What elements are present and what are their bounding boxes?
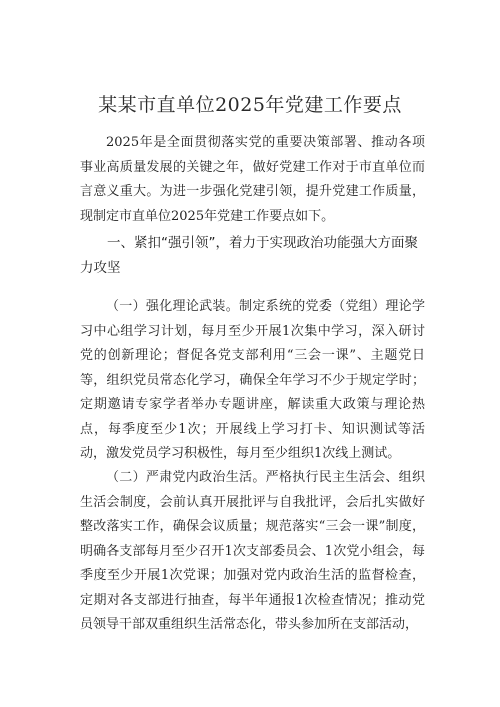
section-heading-1: 一、紧扣“强引领”，着力于实现政治功能强大方面聚力攻坚	[80, 235, 418, 276]
intro-paragraph: 2025年是全面贯彻落实党的重要决策部署、推动各项事业高质量发展的关键之年，做好党建工作对于市直单位而言意义重大。为进一步强化党建引领，提升党建工作质量，现制定市直单位2025年党建工作要点如下。	[80, 135, 425, 224]
document-title: 某某市直单位2025年党建工作要点	[98, 94, 402, 116]
section-2-paragraph: （二）严肃党内政治生活。严格执行民主生活会、组织生活会制度，会前认真开展批评与自我批评，会后扎实做好整改落实工作，确保会议质量；规范落实“三会一课”制度，明确各支部每月至少召开1次支部委员会、1次党小组会，每季度至少开展1次党课；加强对党内政治生活的监督检查，定期对各支部进行抽查，每半年通报1次检查情况；推动党员领导干部双重组织生活常态化，带头参加所在支部活动，	[80, 470, 425, 632]
section-1-paragraph: （一）强化理论武装。制定系统的党委（党组）理论学习中心组学习计划，每月至少开展1次集中学习，深入研讨党的创新理论；督促各党支部利用“三会一课”、主题党日等，组织党员常态化学习，确保全年学习不少于规定学时；定期邀请专家学者举办专题讲座，解读重大政策与理论热点，每季度至少1次；开展线上学习打卡、知识测试等活动，激发党员学习积极性，每月至少组织1次线上测试。	[80, 299, 425, 461]
